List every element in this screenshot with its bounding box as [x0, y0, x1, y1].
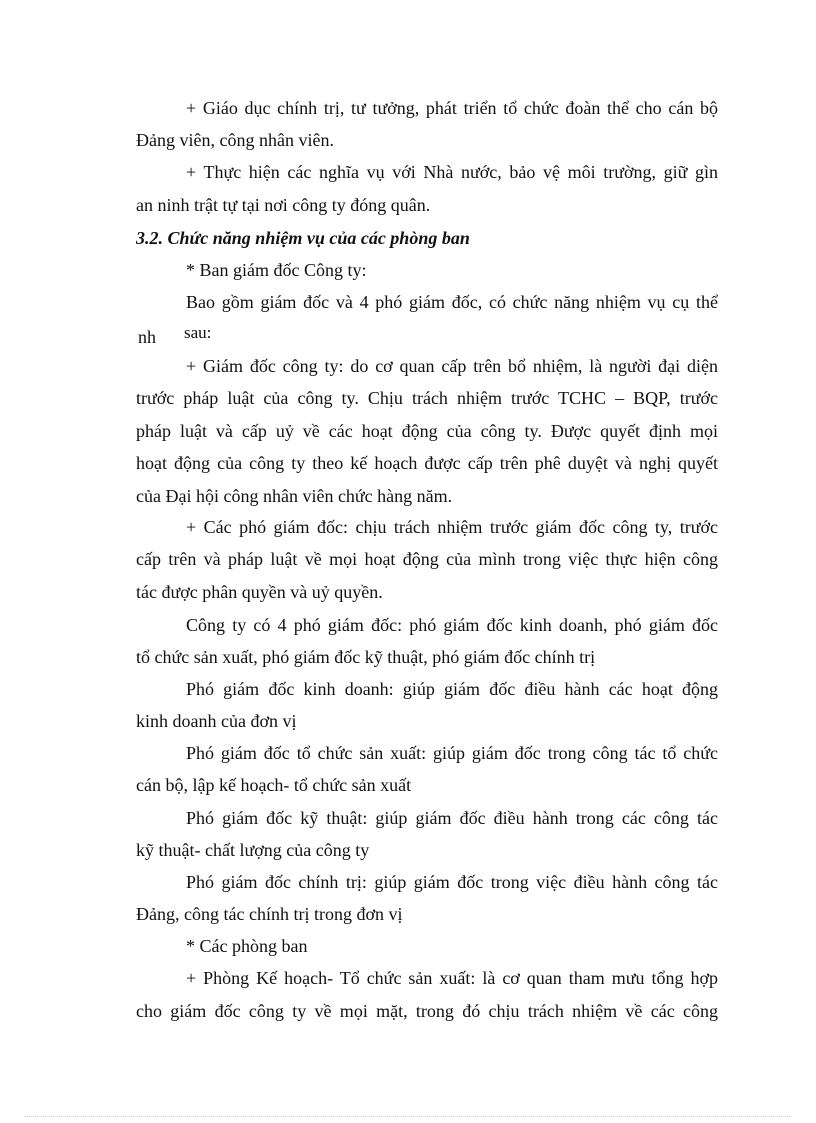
paragraph-line: + Phòng Kế hoạch- Tổ chức sản xuất: là cơ quan tham mưu tổng hợp — [186, 968, 718, 988]
section-heading: 3.2. Chức năng nhiệm vụ của các phòng ban — [136, 228, 470, 248]
paragraph-line: + Các phó giám đốc: chịu trách nhiệm trước giám đốc công ty, trước — [186, 517, 718, 537]
paragraph-line: cho giám đốc công ty về mọi mặt, trong đó chịu trách nhiệm về các công — [136, 1001, 718, 1021]
paragraph-line: kinh doanh của đơn vị — [136, 711, 297, 731]
paragraph-line: an ninh trật tự tại nơi công ty đóng quân. — [136, 195, 431, 215]
paragraph-line: Phó giám đốc kinh doanh: giúp giám đốc điều hành các hoạt động — [186, 679, 718, 699]
paragraph-line: hoạt động của công ty theo kế hoạch được cấp trên phê duyệt và nghị quyết — [136, 453, 718, 473]
paragraph-line: pháp luật và cấp uỷ về các hoạt động của công ty. Được quyết định mọi — [136, 421, 718, 441]
paragraph-line: * Ban giám đốc Công ty: — [186, 260, 367, 280]
paragraph-line: Bao gồm giám đốc và 4 phó giám đốc, có chức năng nhiệm vụ cụ thể — [186, 292, 718, 312]
paragraph-line: cấp trên và pháp luật về mọi hoạt động của mình trong việc thực hiện công — [136, 549, 718, 569]
paragraph-line: * Các phòng ban — [186, 936, 308, 956]
paragraph-line: Đảng viên, công nhân viên. — [136, 130, 334, 150]
page-footer-divider — [24, 1116, 792, 1117]
paragraph-line: + Thực hiện các nghĩa vụ với Nhà nước, bảo vệ môi trường, giữ gìn — [186, 162, 718, 182]
paragraph-line: Đảng, công tác chính trị trong đơn vị — [136, 904, 403, 924]
paragraph-line: tổ chức sản xuất, phó giám đốc kỹ thuật, phó giám đốc chính trị — [136, 647, 596, 667]
stray-fragment: nh — [138, 327, 156, 347]
paragraph-line: Công ty có 4 phó giám đốc: phó giám đốc kinh doanh, phó giám đốc — [186, 615, 718, 635]
paragraph-line: của Đại hội công nhân viên chức hàng năm. — [136, 486, 453, 506]
paragraph-line: tác được phân quyền và uỷ quyền. — [136, 582, 383, 602]
paragraph-line: + Giám đốc công ty: do cơ quan cấp trên bổ nhiệm, là người đại diện — [186, 356, 718, 376]
paragraph-line: kỹ thuật- chất lượng của công ty — [136, 840, 370, 860]
paragraph-line: Phó giám đốc kỹ thuật: giúp giám đốc điều hành trong các công tác — [186, 808, 718, 828]
paragraph-line: Phó giám đốc tổ chức sản xuất: giúp giám đốc trong công tác tổ chức — [186, 743, 718, 763]
paragraph-line: cán bộ, lập kế hoạch- tổ chức sản xuất — [136, 775, 412, 795]
paragraph-line: sau: — [184, 323, 212, 342]
paragraph-line: + Giáo dục chính trị, tư tưởng, phát triển tổ chức đoàn thể cho cán bộ — [186, 98, 718, 118]
paragraph-line: Phó giám đốc chính trị: giúp giám đốc trong việc điều hành công tác — [186, 872, 718, 892]
paragraph-line: trước pháp luật của công ty. Chịu trách nhiệm trước TCHC – BQP, trước — [136, 388, 718, 408]
